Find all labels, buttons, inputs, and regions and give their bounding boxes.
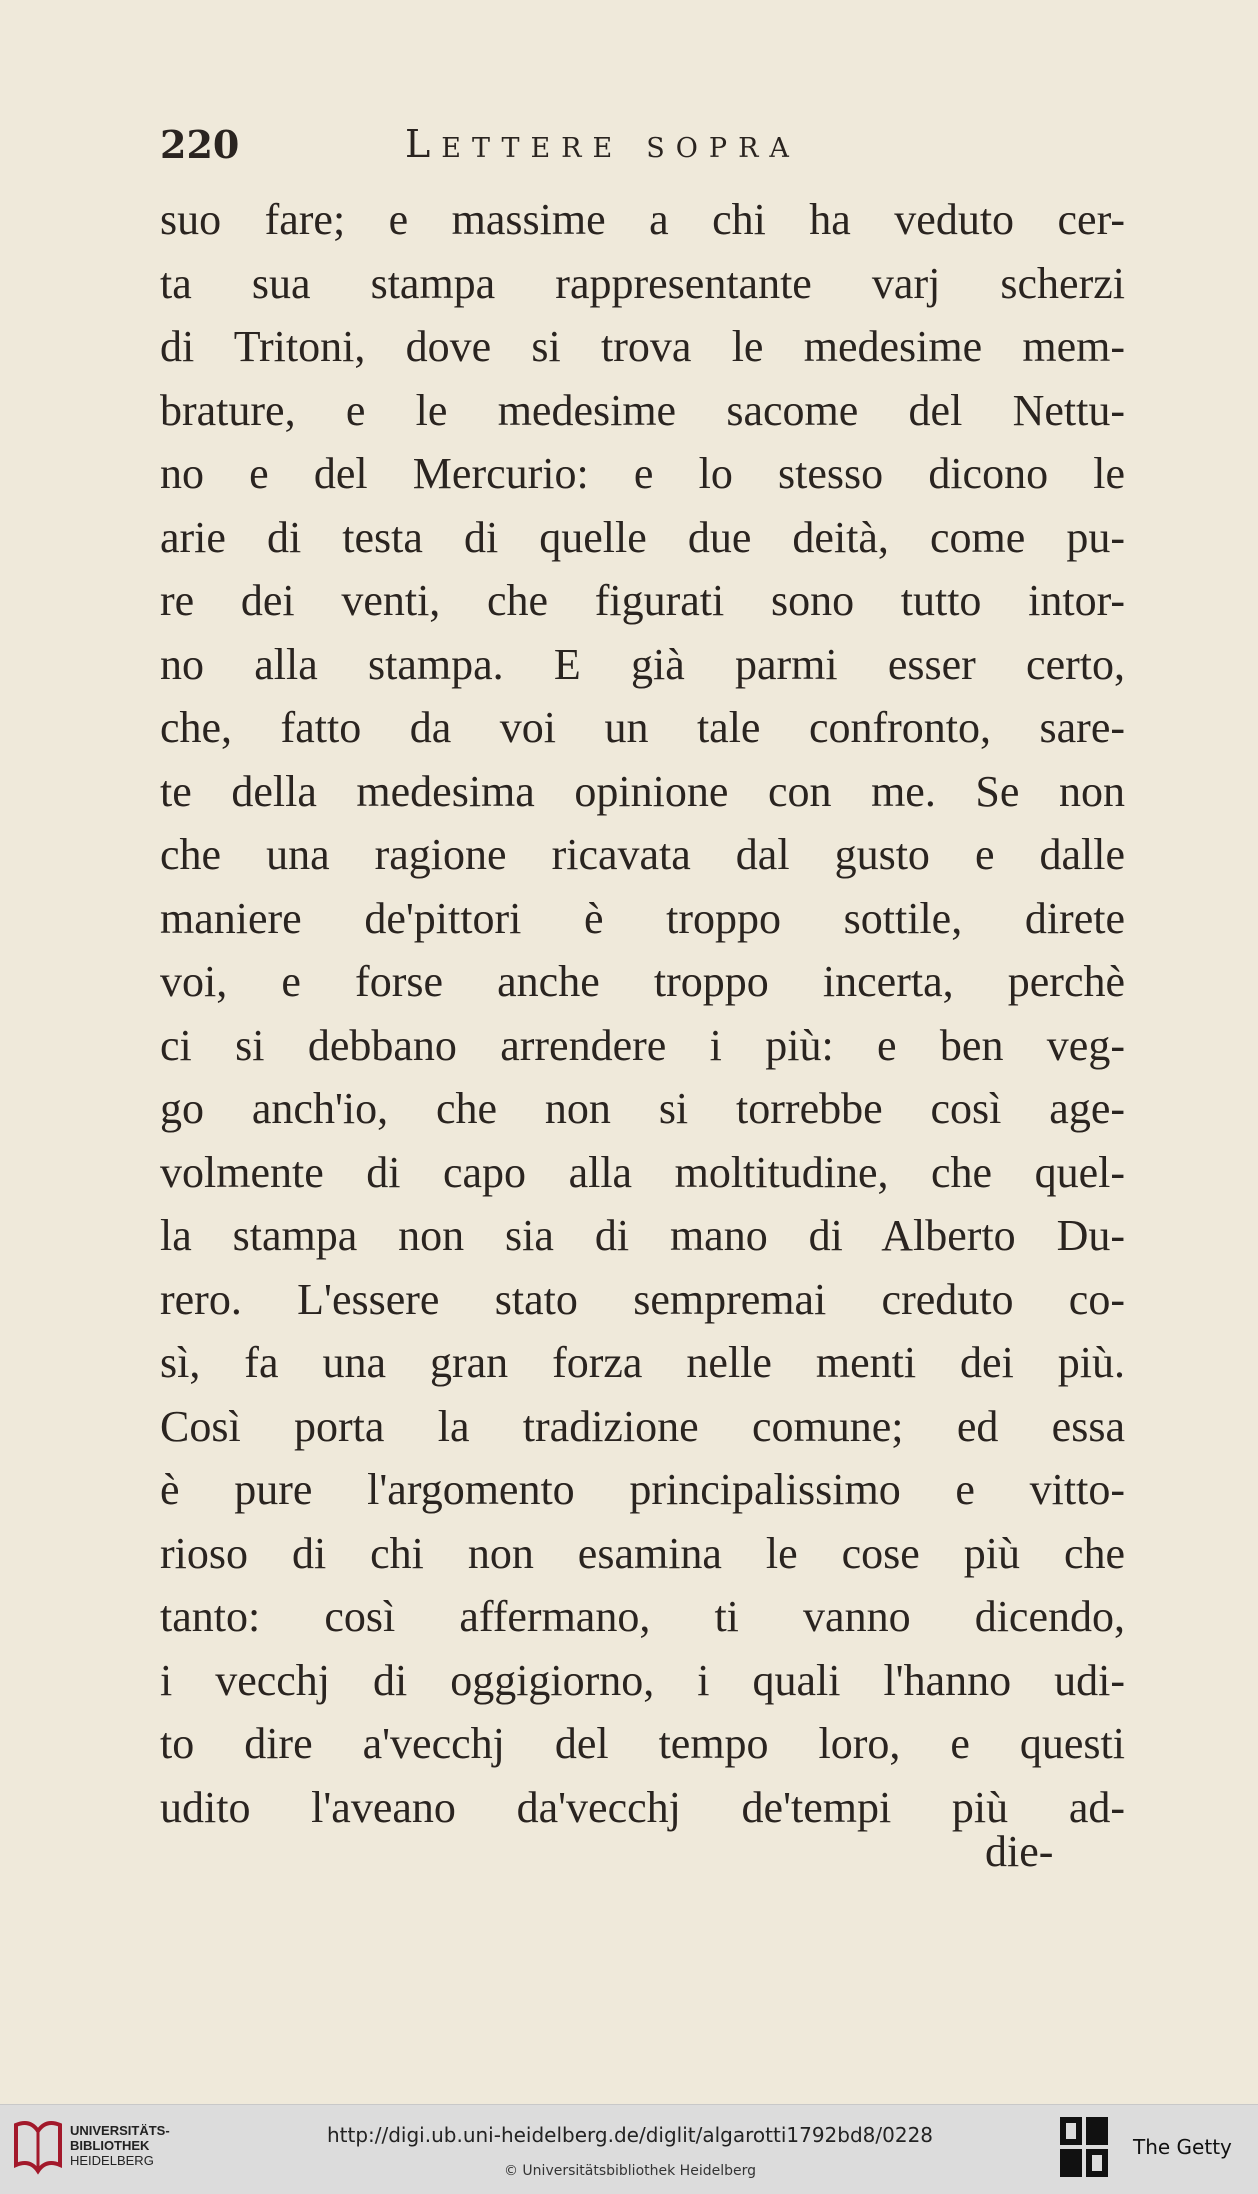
text-line: to dire a'vecchj del tempo loro, e questi: [160, 1719, 1125, 1768]
page-header: [160, 122, 1120, 182]
text-line: arie di testa di quelle due deità, come pu-: [160, 512, 1125, 562]
text-line: i vecchj di oggigiorno, i quali l'hanno udi-: [160, 1655, 1125, 1705]
text-line: rioso di chi non esamina le cose più che: [160, 1528, 1125, 1578]
text-line: re dei venti, che figurati sono tutto intor-: [160, 576, 1125, 625]
catchword: die-: [985, 1827, 1054, 1876]
text-line: tanto: così affermano, ti vanno dicendo,: [160, 1592, 1125, 1641]
text-line: è pure l'argomento principalissimo e vitto-: [160, 1465, 1125, 1514]
permalink-url[interactable]: http://digi.ub.uni-heidelberg.de/diglit/algarotti1792bd8/0228: [326, 2123, 934, 2147]
text-line: brature, e le medesime sacome del Nettu-: [160, 385, 1125, 435]
text-line: no e del Mercurio: e lo stesso dicono le: [160, 449, 1125, 498]
text-line: ci si debbano arrendere i più: e ben veg-: [160, 1020, 1125, 1070]
text-line: no alla stampa. E già parmi esser certo,: [160, 639, 1125, 689]
text-line: udito l'aveano da'vecchj de'tempi più ad-: [160, 1782, 1125, 1832]
page-number: 220: [160, 122, 240, 167]
text-line: ta sua stampa rappresentante varj scherzi: [160, 258, 1125, 308]
running-title: Lettere sopra: [405, 122, 800, 166]
text-line: che una ragione ricavata dal gusto e dalle: [160, 830, 1125, 879]
text-line: te della medesima opinione con me. Se non: [160, 766, 1125, 816]
getty-label: The Getty: [1133, 2135, 1232, 2159]
library-line-1: UNIVERSITÄTS-: [70, 2123, 170, 2138]
library-line-2: BIBLIOTHEK: [70, 2138, 150, 2153]
text-line: di Tritoni, dove si trova le medesime mem-: [160, 322, 1125, 371]
text-line: la stampa non sia di mano di Alberto Du-: [160, 1211, 1125, 1260]
copyright-notice: © Universitätsbibliothek Heidelberg: [503, 2163, 756, 2179]
text-line: sì, fa una gran forza nelle menti dei più.: [160, 1338, 1125, 1387]
library-line-3: HEIDELBERG: [70, 2153, 154, 2168]
ub-heidelberg-logo-icon: [12, 2117, 64, 2177]
text-line: Così porta la tradizione comune; ed essa: [160, 1401, 1125, 1451]
getty-logo-icon: [1058, 2115, 1110, 2179]
text-line: go anch'io, che non si torrebbe così age-: [160, 1084, 1125, 1133]
text-line: suo fare; e massime a chi ha veduto cer-: [160, 195, 1125, 244]
text-line: voi, e forse anche troppo incerta, perchè: [160, 957, 1125, 1006]
text-line: che, fatto da voi un tale confronto, sare-: [160, 703, 1125, 752]
text-line: rero. L'essere stato sempremai creduto co-: [160, 1274, 1125, 1324]
library-name: [70, 2123, 170, 2168]
text-line: volmente di capo alla moltitudine, che quel-: [160, 1147, 1125, 1197]
footer-bar: [0, 2104, 1258, 2194]
text-line: maniere de'pittori è troppo sottile, direte: [160, 893, 1125, 943]
body-text: [160, 188, 1125, 1839]
